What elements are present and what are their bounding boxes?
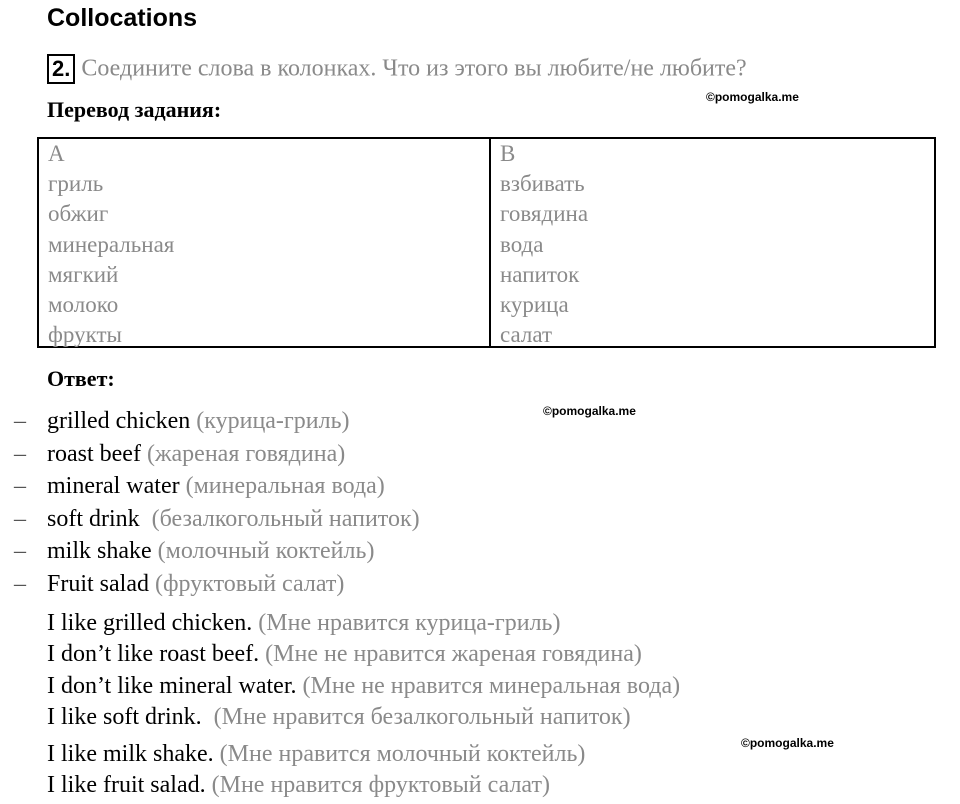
sentence-line <box>47 702 680 733</box>
sentence-ru: (Мне нравится фруктовый салат) <box>205 772 550 799</box>
page-title: Collocations <box>47 4 198 32</box>
column-a-cell: мягкий <box>48 261 119 287</box>
sentence-en: I don’t like mineral water. <box>47 672 297 699</box>
list-item <box>14 470 420 503</box>
sentence-en: I like grilled chicken. <box>47 610 253 636</box>
column-b-cell: курица <box>500 292 569 318</box>
collocation-en: Fruit salad <box>47 570 149 597</box>
sentence-en: I like fruit salad. <box>47 772 206 799</box>
sentence-group-2 <box>47 739 585 802</box>
column-b-cell: вода <box>500 231 544 257</box>
column-a-cell: обжиг <box>48 201 109 227</box>
sentence-line <box>47 770 585 801</box>
sentence-ru: (Мне нравится безалкогольный напиток) <box>201 703 631 730</box>
sentence-line <box>47 671 680 702</box>
collocation-ru: (безалкогольный напиток) <box>139 505 420 532</box>
sentence-ru: (Мне нравится курица-гриль) <box>252 610 561 636</box>
answer-list <box>14 405 420 601</box>
column-a <box>39 139 491 346</box>
task-number-badge: 2. <box>47 54 75 84</box>
column-b-cell: говядина <box>500 201 589 227</box>
sentence-ru: (Мне не нравится минеральная вода) <box>296 672 681 699</box>
column-b <box>491 139 934 346</box>
watermark: ©pomogalka.me <box>543 404 636 418</box>
collocation-en: roast beef <box>47 440 141 467</box>
collocation-ru: (минеральная вода) <box>179 473 385 500</box>
sentence-ru: (Мне не нравится жареная говядина) <box>259 641 642 668</box>
dash-bullet: – <box>14 538 26 565</box>
collocation-ru: (фруктовый салат) <box>149 570 345 597</box>
column-b-cell: напиток <box>500 261 580 287</box>
list-item <box>14 438 420 471</box>
task-instruction: Соедините слова в колонках. Что из этого вы любите/не любите? <box>81 55 747 82</box>
column-b-header: B <box>500 141 516 166</box>
sentence-line <box>47 739 585 770</box>
column-a-cell: молоко <box>48 292 119 318</box>
sentence-en: I like soft drink. <box>47 703 202 730</box>
sentence-line <box>47 639 680 670</box>
sentence-en: I like milk shake. <box>47 741 214 767</box>
column-b-cell: взбивать <box>500 171 585 197</box>
dash-bullet: – <box>14 505 26 532</box>
list-item <box>14 405 420 438</box>
word-columns-table <box>37 137 936 348</box>
watermark: ©pomogalka.me <box>741 736 834 750</box>
translation-heading: Перевод задания: <box>47 97 222 122</box>
column-a-cell: минеральная <box>48 231 175 257</box>
collocation-ru: (жареная говядина) <box>140 440 346 467</box>
collocation-ru: (молочный коктейль) <box>151 538 375 565</box>
dash-bullet: – <box>14 473 26 500</box>
sentence-line <box>47 608 680 639</box>
collocation-en: grilled chicken <box>47 408 191 434</box>
column-a-cell: гриль <box>48 171 104 197</box>
sentence-ru: (Мне нравится молочный коктейль) <box>213 741 586 767</box>
dash-bullet: – <box>14 440 26 467</box>
list-item <box>14 568 420 601</box>
column-a-cell: фрукты <box>48 322 122 348</box>
list-item <box>14 535 420 568</box>
collocation-en: milk shake <box>47 538 152 565</box>
sentence-en: I don’t like roast beef. <box>47 641 260 668</box>
answer-heading: Ответ: <box>47 366 115 391</box>
list-item <box>14 503 420 536</box>
sentence-group-1 <box>47 608 680 733</box>
collocation-en: soft drink <box>47 505 140 532</box>
collocation-en: mineral water <box>47 473 180 500</box>
collocation-ru: (курица-гриль) <box>190 408 350 434</box>
task-line <box>47 54 747 84</box>
dash-bullet: – <box>14 570 26 597</box>
column-a-header: A <box>48 141 65 166</box>
column-b-cell: салат <box>500 322 553 348</box>
dash-bullet: – <box>14 408 26 434</box>
watermark: ©pomogalka.me <box>706 90 799 104</box>
